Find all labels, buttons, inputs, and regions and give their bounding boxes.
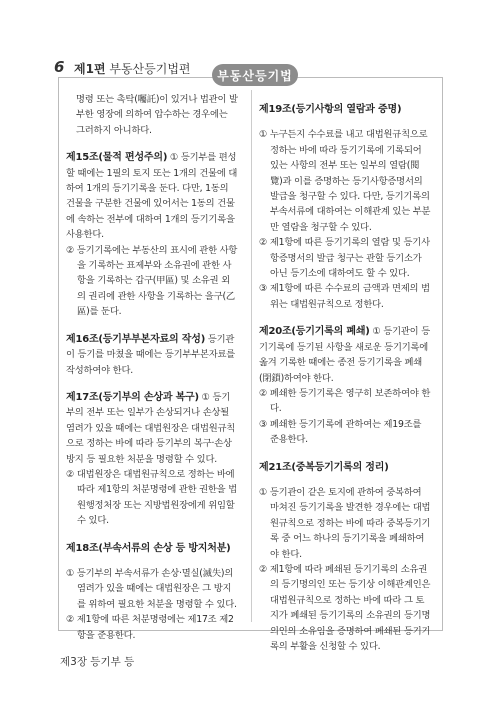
article-21-p1: ① 등기관이 같은 토지에 관하여 중복하여 마쳐진 등기기록을 발견한 경우에는 대법원규칙으로 정하는 바에 따라 중복등기기록 중 어느 하나의 등기기록을 폐쇄하여야 한다.	[259, 486, 431, 560]
article-18-title: 제18조(부속서류의 손상 등 방지처분)	[66, 542, 231, 554]
article-15-p2: ② 등기기록에는 부동산의 표시에 관한 사항을 기록하는 표제부와 소유권에 관한 사항을 기록하는 갑구(甲區) 및 소유권 외의 권리에 관한 사항을 기록하는 을구(乙區)를 둔다.	[66, 244, 238, 318]
article-21	[259, 460, 431, 655]
article-20-title: 제20조(등기기록의 폐쇄)	[259, 326, 370, 338]
article-17-p1: 제17조(등기부의 손상과 복구) ① 등기부의 전부 또는 일부가 손상되거나 손상될 염려가 있을 때에는 대법원장은 대법원규칙으로 정하는 바에 따라 등기부의 복구·손상방지 등 필요한 처분을 명령할 수 있다.	[66, 391, 236, 465]
article-18-p1: ① 등기부의 부속서류가 손상·멸실(滅失)의 염려가 있을 때에는 대법원장은 그 방지를 위하여 필요한 처분을 명령할 수 있다.	[66, 567, 237, 610]
article-20	[259, 324, 431, 447]
article-15-p1: 제15조(물적 편성주의) ① 등기부를 편성할 때에는 1필의 토지 또는 1개의 건물에 대하여 1개의 등기기록을 둔다. 다만, 1동의 건물을 구분한 건물에 있어서는 1동의 건물에 속하는 전부에 대하여 1개의 등기기록을 사용한다.	[66, 152, 238, 241]
article-19-p1: ① 누구든지 수수료를 내고 대법원규칙으로 정하는 바에 따라 등기기록에 기록되어 있는 사항의 전부 또는 일부의 열람(閱覽)과 이를 증명하는 등기사항증명서의 발급을 청구할 수 있다. 다만, 등기기록의 부속서류에 대하여는 이해관계 있는 부분만 열람을 청구할 수 있다.	[259, 129, 431, 233]
article-16-p1: 제16조(등기부부본자료의 작성) 등기관이 등기를 마쳤을 때에는 등기부부본자료를 작성하여야 한다.	[66, 333, 236, 376]
article-19-title: 제19조(등기사항의 열람과 증명)	[259, 104, 402, 115]
intro-text: 명령 또는 촉탁(囑託)이 있거나 법관이 발부한 영장에 의하여 압수하는 경우에는 그러하지 아니하다.	[76, 94, 238, 136]
article-17-title: 제17조(등기부의 손상과 복구)	[66, 391, 199, 403]
part-title	[74, 60, 191, 77]
article-19-p2: ② 제1항에 따른 등기기록의 열람 및 등기사항증명서의 발급 청구는 관할 등기소가 아닌 등기소에 대하여도 할 수 있다.	[259, 237, 430, 280]
left-column	[66, 92, 238, 655]
column-divider	[251, 90, 252, 622]
article-21-p2: ② 제1항에 따라 폐쇄된 등기기록의 소유권의 등기명의인 또는 등기상 이해관계인은 대법원규칙으로 정하는 바에 따라 그 토지가 폐쇄된 등기기록의 소유권의 등기명의인의 소유임을 증명하여 폐쇄된 등기기록의 부활을 신청할 수 있다.	[259, 563, 431, 652]
article-16-title: 제16조(등기부부본자료의 작성)	[66, 333, 206, 345]
article-19-p3: ③ 제1항에 따른 수수료의 금액과 면제의 범위는 대법원규칙으로 정한다.	[259, 283, 430, 310]
article-15-title: 제15조(물적 편성주의)	[66, 152, 168, 164]
article-16	[66, 332, 238, 378]
article-17	[66, 390, 238, 529]
chapter-footer: 제3장 등기부 등	[60, 656, 135, 668]
article-18-p2: ② 제1항에 따른 처분명령에는 제17조 제2항을 준용한다.	[66, 614, 234, 641]
article-intro	[66, 92, 238, 138]
article-18	[66, 541, 238, 643]
right-column	[259, 92, 431, 666]
article-19	[259, 102, 431, 312]
article-15	[66, 150, 238, 319]
article-20-p2: ② 폐쇄한 등기기록은 영구히 보존하여야 한다.	[259, 387, 431, 415]
article-21-title: 제21조(중복등기기록의 정리)	[259, 461, 389, 473]
article-17-p2: ② 대법원장은 대법원규칙으로 정하는 바에 따라 제1항의 처분명령에 관한 권한을 법원행정처장 또는 지방법원장에게 위임할 수 있다.	[66, 468, 237, 527]
part-name: 부동산등기법편	[109, 62, 191, 76]
page-number: 6	[54, 58, 65, 76]
article-20-p3: ③ 폐쇄한 등기기록에 관하여는 제19조를 준용한다.	[259, 418, 422, 446]
section-badge: 부동산등기법	[212, 64, 298, 86]
article-20-p1: 제20조(등기기록의 폐쇄) ① 등기관이 등기기록에 등기된 사항을 새로운 등기기록에 옮겨 기록한 때에는 종전 등기기록을 폐쇄(閉鎖)하여야 한다.	[259, 326, 431, 384]
part-label: 제1편	[74, 62, 106, 76]
